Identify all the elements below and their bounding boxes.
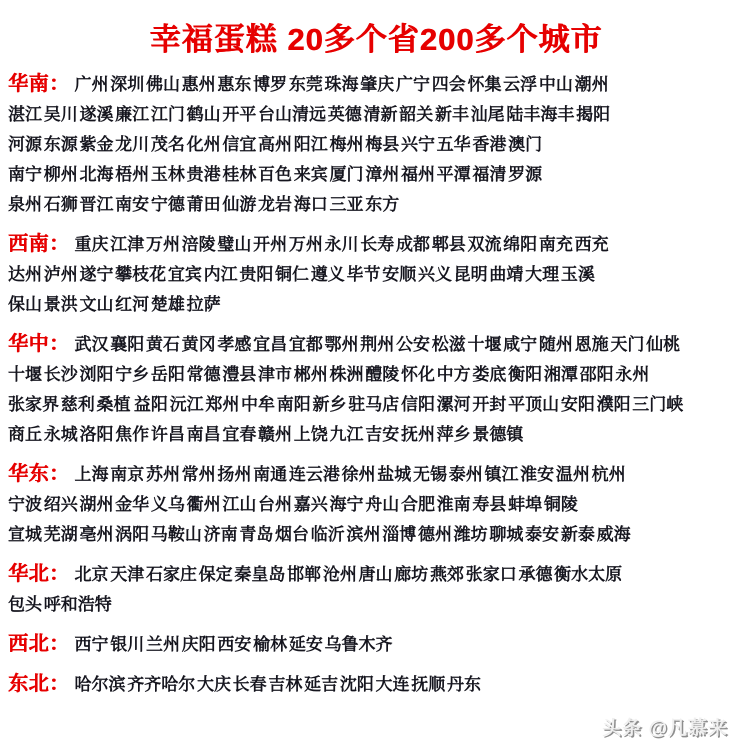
city-line: 商丘 永城 洛阳 焦作 许昌 南昌 宜春 赣州 上饶 九江 吉安 抚州 萍乡 景德镇	[8, 425, 524, 444]
section-lines	[8, 590, 744, 620]
region-section	[8, 669, 744, 700]
region-section	[8, 559, 744, 620]
city-line: 保山 景洪 文山 红河 楚雄 拉萨	[8, 295, 221, 314]
section-label: 西南：	[8, 233, 70, 255]
city-sections	[8, 69, 744, 700]
section-label: 西北：	[8, 633, 70, 655]
city-line	[8, 229, 744, 260]
city-line	[8, 459, 744, 490]
city-line	[8, 669, 744, 700]
section-first-line-text: 西宁 银川 兰州 庆阳 西安 榆林 延安 乌鲁木齐	[74, 635, 393, 654]
section-lines	[8, 490, 744, 550]
section-label: 华北：	[8, 563, 70, 585]
section-label: 华南：	[8, 73, 70, 95]
section-first-line-text: 广州 深圳 佛山 惠州 惠东 博罗 东莞 珠海 肇庆 广宁 四会 怀集 云浮 中山 潮州	[74, 75, 609, 94]
section-label: 东北：	[8, 673, 70, 695]
section-first-line-text: 上海 南京 苏州 常州 扬州 南通 连云港 徐州 盐城 无锡 泰州 镇江 淮安 温州 杭州	[74, 465, 626, 484]
section-first-line-text: 重庆 江津 万州 涪陵 璧山 开州 万州 永川 长寿 成都 郫县 双流 绵阳 南充 西充	[74, 235, 609, 254]
city-line: 包头 呼和浩特	[8, 595, 112, 614]
city-line	[8, 69, 744, 100]
section-first-line-text: 武汉 襄阳 黄石 黄冈 孝感 宜昌 宜都 鄂州 荆州 公安 松滋 十堰 咸宁 随州 恩施 天门 仙桃	[74, 335, 681, 354]
region-section	[8, 459, 744, 550]
section-lines	[8, 100, 744, 220]
region-section	[8, 69, 744, 220]
city-line: 河源 东源 紫金 龙川 茂名 化州 信宜 高州 阳江 梅州 梅县 兴宁 五华 香港 澳门	[8, 135, 543, 154]
region-section	[8, 629, 744, 660]
section-first-line-text: 哈尔滨 齐齐哈尔 大庆 长春 吉林 延吉 沈阳 大连 抚顺 丹东	[74, 675, 482, 694]
section-label: 华中：	[8, 333, 70, 355]
city-line	[8, 329, 744, 360]
city-line: 南宁 柳州 北海 梧州 玉林 贵港 桂林 百色 来宾 厦门 漳州 福州 平潭 福清 罗源	[8, 165, 543, 184]
city-line: 张家界 慈利 桑植 益阳 沅江 郑州 中牟 南阳 新乡 驻马店 信阳 漯河 开封 平顶山 安阳 濮阳 三门峡	[8, 395, 684, 414]
page-title: 幸福蛋糕 20多个省200多个城市	[149, 22, 603, 57]
watermark: 头条 @凡慕来	[602, 718, 728, 739]
city-line	[8, 559, 744, 590]
section-lines	[8, 360, 744, 450]
region-section	[8, 229, 744, 320]
section-first-line-text: 北京 天津 石家庄 保定 秦皇岛 邯郸 沧州 唐山 廊坊 燕郊 张家口 承德 衡水太原	[74, 565, 623, 584]
city-line: 宣城 芜湖 亳州 涡阳 马鞍山 济南 青岛 烟台 临沂 滨州 淄博 德州 潍坊 聊城 泰安 新泰 威海	[8, 525, 631, 544]
city-line: 宁波 绍兴 湖州 金华 义乌 衢州 江山 台州 嘉兴 海宁 舟山 合肥 淮南 寿县 蚌埠 铜陵	[8, 495, 578, 514]
city-line	[8, 629, 744, 660]
region-section	[8, 329, 744, 450]
city-line: 十堰 长沙 浏阳 宁乡 岳阳 常德 澧县 津市 郴州 株洲 醴陵 怀化 中方 娄底 衡阳 湘潭 邵阳 永州	[8, 365, 650, 384]
city-line: 湛江 吴川 遂溪 廉江 江门 鹤山 开平 台山清远 英德 清新 韶关 新丰 汕尾 陆丰海丰 揭阳	[8, 105, 611, 124]
city-line: 达州 泸州 遂宁 攀枝花 宜宾 内江 贵阳 铜仁 遵义 毕节 安顺 兴义 昆明 曲靖 大理 玉溪	[8, 265, 595, 284]
city-line: 泉州 石狮 晋江 南安 宁德 莆田 仙游 龙岩 海口 三亚 东方	[8, 195, 400, 214]
section-lines	[8, 260, 744, 320]
section-label: 华东：	[8, 463, 70, 485]
